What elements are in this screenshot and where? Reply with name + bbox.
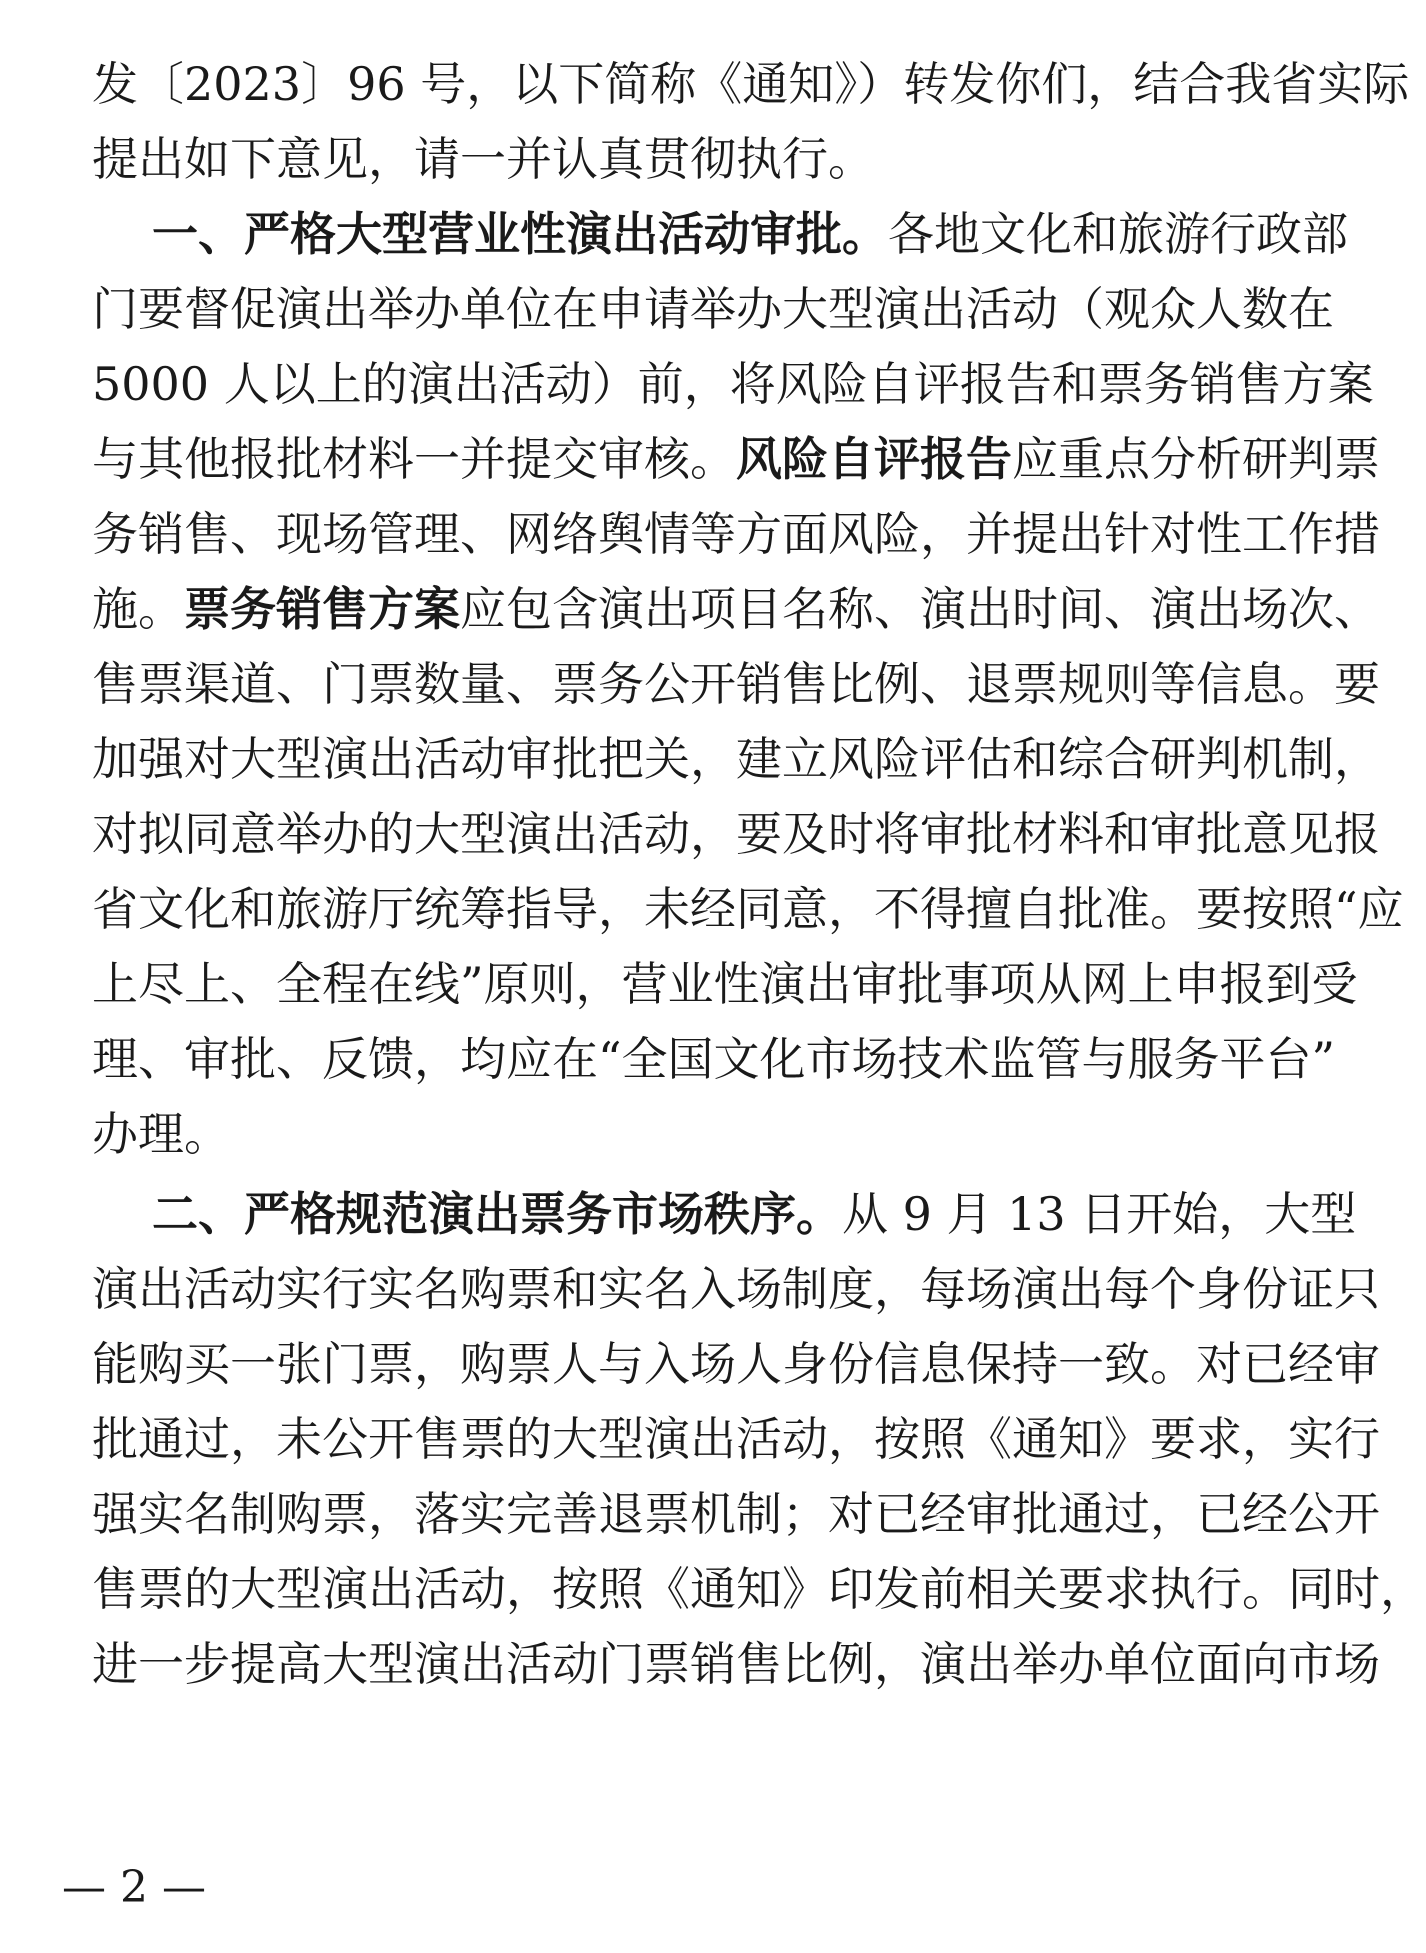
section-2-first-line: 二、严格规范演出票务市场秩序。从 9 月 13 日开始，大型 xyxy=(152,1187,1357,1241)
section-1-first-line: 一、严格大型营业性演出活动审批。各地文化和旅游行政部 xyxy=(152,207,1348,261)
paragraph-line: 演出活动实行实名购票和实名入场制度，每场演出每个身份证只 xyxy=(92,1262,1380,1316)
paragraph-line: 加强对大型演出活动审批把关，建立风险评估和综合研判机制， xyxy=(92,732,1380,786)
paragraph-line: 理、审批、反馈，均应在“全国文化市场技术监管与服务平台” xyxy=(92,1032,1336,1086)
paragraph-line: 与其他报批材料一并提交审核。风险自评报告应重点分析研判票 xyxy=(92,432,1380,486)
paragraph-line: 批通过，未公开售票的大型演出活动，按照《通知》要求，实行 xyxy=(92,1412,1380,1466)
paragraph-line: 门要督促演出举办单位在申请举办大型演出活动（观众人数在 xyxy=(92,282,1334,336)
paragraph-line: 5000 人以上的演出活动）前，将风险自评报告和票务销售方案 xyxy=(92,357,1374,411)
paragraph-line: 办理。 xyxy=(92,1107,230,1161)
paragraph-line: 强实名制购票，落实完善退票机制；对已经审批通过，已经公开 xyxy=(92,1487,1380,1541)
paragraph-line: 提出如下意见，请一并认真贯彻执行。 xyxy=(92,132,874,186)
paragraph-line: 省文化和旅游厅统筹指导，未经同意，不得擅自批准。要按照“应 xyxy=(92,882,1404,936)
page-number: — 2 — xyxy=(62,1862,206,1913)
paragraph-line: 售票渠道、门票数量、票务公开销售比例、退票规则等信息。要 xyxy=(92,657,1380,711)
bold-term-ticket-plan: 票务销售方案 xyxy=(184,582,460,636)
paragraph-line: 进一步提高大型演出活动门票销售比例，演出举办单位面向市场 xyxy=(92,1637,1380,1691)
paragraph-line: 发〔2023〕96 号，以下简称《通知》）转发你们，结合我省实际 xyxy=(92,57,1410,111)
paragraph-line: 务销售、现场管理、网络舆情等方面风险，并提出针对性工作措 xyxy=(92,507,1380,561)
section-1-heading: 一、严格大型营业性演出活动审批。 xyxy=(152,207,888,261)
paragraph-line: 售票的大型演出活动，按照《通知》印发前相关要求执行。同时， xyxy=(92,1562,1426,1616)
paragraph-line: 对拟同意举办的大型演出活动，要及时将审批材料和审批意见报 xyxy=(92,807,1380,861)
section-2-heading: 二、严格规范演出票务市场秩序。 xyxy=(152,1187,842,1241)
paragraph-line: 能购买一张门票，购票人与入场人身份信息保持一致。对已经审 xyxy=(92,1337,1380,1391)
paragraph-line: 施。票务销售方案应包含演出项目名称、演出时间、演出场次、 xyxy=(92,582,1380,636)
paragraph-line: 上尽上、全程在线”原则，营业性演出审批事项从网上申报到受 xyxy=(92,957,1358,1011)
bold-term-risk-report: 风险自评报告 xyxy=(736,432,1012,486)
